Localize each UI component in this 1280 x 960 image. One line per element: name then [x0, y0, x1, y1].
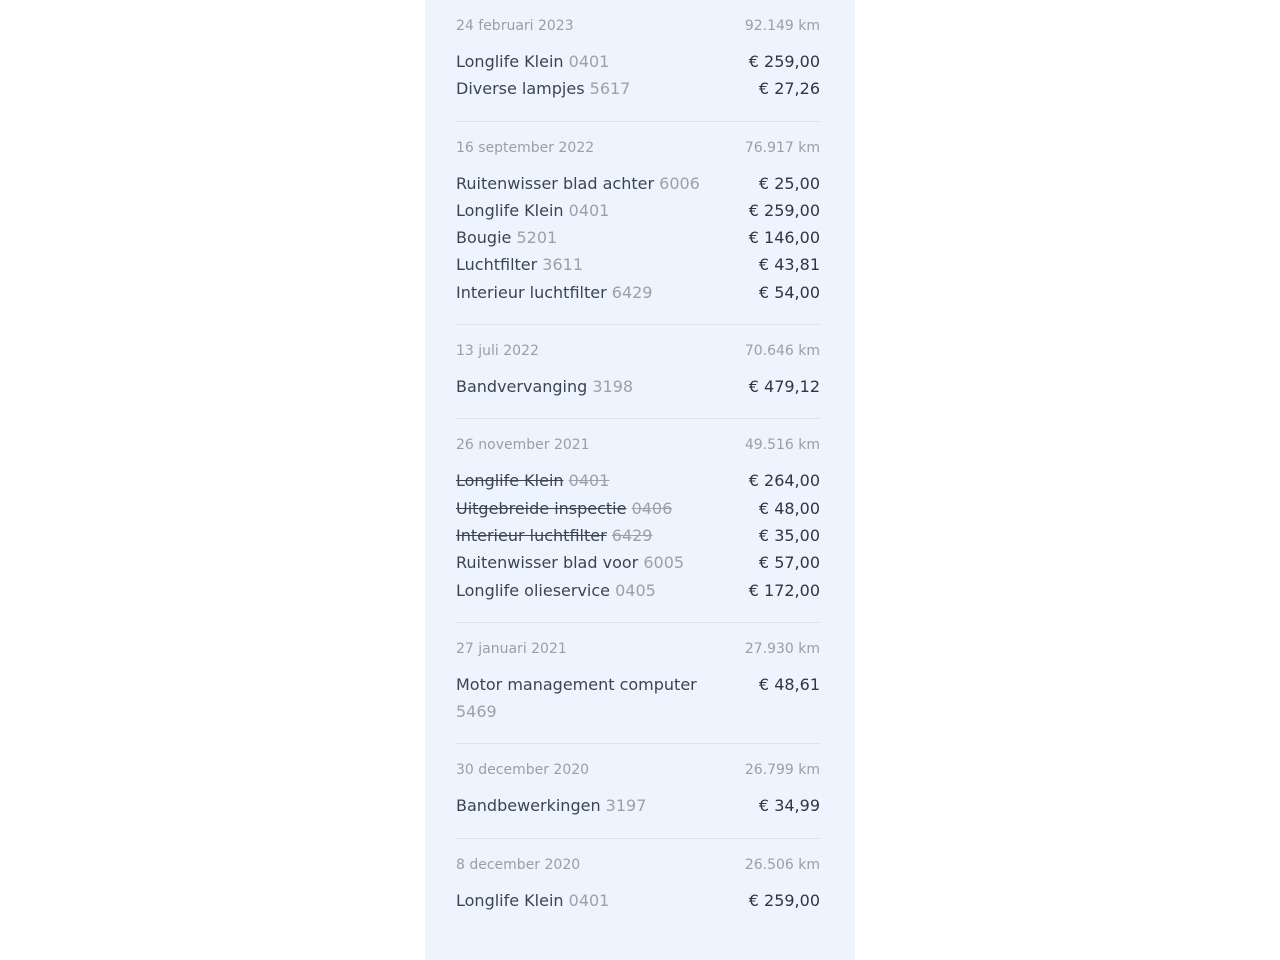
service-item-name: Interieur luchtfilter	[456, 282, 607, 302]
service-item-price: € 25,00	[758, 173, 820, 193]
service-item-name: Diverse lampjes	[456, 79, 585, 99]
service-item-description	[456, 887, 609, 914]
service-item-description	[456, 792, 646, 819]
service-entry	[456, 623, 820, 745]
service-mileage: 26.799 km	[744, 762, 820, 779]
service-item-code: 0401	[568, 200, 610, 220]
service-item-description	[456, 373, 633, 400]
service-item-price: € 259,00	[748, 200, 820, 220]
service-item	[456, 75, 820, 102]
service-entry-header	[456, 855, 820, 875]
service-item-code: 5469	[456, 702, 497, 722]
service-item-code: 5201	[516, 228, 558, 248]
service-item-name: Luchtfilter	[456, 255, 538, 275]
service-items	[456, 792, 820, 819]
service-items	[456, 373, 820, 400]
service-items	[456, 887, 820, 914]
service-item-code: 0401	[568, 471, 610, 491]
service-item	[456, 522, 820, 549]
service-item	[456, 577, 820, 604]
service-entry	[456, 122, 820, 325]
service-items	[456, 170, 820, 306]
service-item-description	[456, 251, 583, 278]
service-item-price: € 54,00	[758, 282, 820, 302]
service-item-description	[456, 170, 700, 197]
service-item-description	[456, 671, 706, 726]
service-item-code: 3198	[592, 377, 634, 397]
service-item-code: 6005	[643, 553, 685, 573]
service-item	[456, 251, 820, 278]
service-item-name: Uitgebreide inspectie	[456, 498, 627, 518]
service-entries-list	[456, 0, 820, 932]
service-mileage: 92.149 km	[744, 18, 820, 34]
service-item-price: € 27,26	[758, 79, 820, 99]
service-entry	[456, 744, 820, 838]
service-item-name: Longlife Klein	[456, 52, 564, 71]
service-item-description	[456, 224, 557, 251]
service-item-code: 3197	[605, 796, 647, 816]
service-item-price: € 57,00	[758, 553, 820, 573]
service-item	[456, 373, 820, 400]
service-item-description	[456, 549, 684, 576]
service-item-code: 0406	[631, 498, 673, 518]
service-item-description	[456, 48, 609, 75]
service-date: 26 november 2021	[456, 437, 590, 454]
service-item-code: 0401	[568, 52, 610, 71]
service-entry-header	[456, 435, 820, 455]
service-item-name: Ruitenwisser blad achter	[456, 173, 655, 193]
service-item-name: Motor management computer	[456, 674, 697, 694]
service-item	[456, 887, 820, 914]
service-item-price: € 259,00	[748, 890, 820, 910]
service-item-name: Interieur luchtfilter	[456, 525, 607, 545]
service-item-name: Bougie	[456, 228, 512, 248]
service-item	[456, 495, 820, 522]
service-item-price: € 259,00	[748, 52, 820, 71]
service-item-code: 6429	[611, 282, 653, 302]
service-item-code: 6006	[659, 173, 700, 193]
service-item-name: Longlife olieservice	[456, 580, 611, 600]
service-item-description	[456, 522, 652, 549]
service-item-description	[456, 197, 609, 224]
service-item-name: Bandvervanging	[456, 377, 588, 397]
service-item-name: Ruitenwisser blad voor	[456, 553, 639, 573]
service-entry-header	[456, 760, 820, 780]
service-items	[456, 467, 820, 603]
service-entry	[456, 839, 820, 932]
service-date: 27 januari 2021	[456, 640, 567, 657]
service-date: 30 december 2020	[456, 762, 590, 779]
service-item	[456, 549, 820, 576]
service-item-name: Longlife Klein	[456, 890, 564, 910]
service-item	[456, 671, 820, 726]
service-mileage: 26.506 km	[744, 856, 820, 873]
service-item-price: € 264,00	[748, 471, 820, 491]
service-item-description	[456, 495, 672, 522]
service-item-name: Longlife Klein	[456, 471, 564, 491]
service-entry	[456, 0, 820, 122]
service-date: 16 september 2022	[456, 139, 595, 156]
service-item-code: 0401	[568, 890, 610, 910]
service-item-price: € 34,99	[758, 796, 820, 816]
service-item-price: € 172,00	[748, 580, 820, 600]
service-item-description	[456, 577, 656, 604]
service-items	[456, 671, 820, 726]
service-item-price: € 48,00	[758, 498, 820, 518]
service-entry-header	[456, 138, 820, 158]
service-item-code: 0405	[615, 580, 656, 600]
service-item	[456, 224, 820, 251]
service-item	[456, 467, 820, 494]
service-item-code: 3611	[542, 255, 584, 275]
service-entry-header	[456, 16, 820, 36]
service-item-code: 5617	[589, 79, 631, 99]
service-item-description	[456, 75, 630, 102]
service-item-price: € 146,00	[748, 228, 820, 248]
service-item-description	[456, 279, 652, 306]
service-mileage: 76.917 km	[744, 139, 820, 156]
service-mileage: 27.930 km	[744, 640, 820, 657]
service-date: 13 juli 2022	[456, 343, 539, 360]
service-history-panel	[425, 0, 855, 960]
service-item	[456, 48, 820, 75]
service-item-price: € 35,00	[758, 525, 820, 545]
service-item-code: 6429	[611, 525, 653, 545]
service-item-price: € 43,81	[758, 255, 820, 275]
service-item-name: Longlife Klein	[456, 200, 564, 220]
service-date: 24 februari 2023	[456, 18, 574, 34]
service-item	[456, 170, 820, 197]
service-mileage: 70.646 km	[744, 343, 820, 360]
service-entry	[456, 325, 820, 419]
service-item-name: Bandbewerkingen	[456, 796, 601, 816]
service-entry-header	[456, 639, 820, 659]
service-item-price: € 479,12	[748, 377, 820, 397]
service-mileage: 49.516 km	[744, 437, 820, 454]
service-item-description	[456, 467, 609, 494]
service-entry	[456, 419, 820, 622]
service-date: 8 december 2020	[456, 856, 581, 873]
service-item	[456, 792, 820, 819]
service-items	[456, 48, 820, 103]
service-item	[456, 279, 820, 306]
service-entry-header	[456, 341, 820, 361]
service-item-price: € 48,61	[758, 674, 820, 694]
service-item	[456, 197, 820, 224]
